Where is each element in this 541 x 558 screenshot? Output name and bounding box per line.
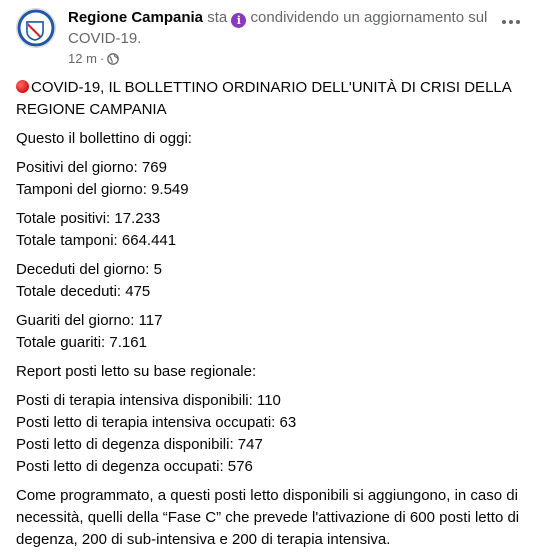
info-icon[interactable]: i [231,13,246,28]
post-meta [68,51,119,67]
daily-deaths-line: Deceduti del giorno: 5 [16,261,162,278]
intro-line: Questo il bollettino di oggi: [16,130,192,147]
post-title: COVID-19, IL BOLLETTINO ORDINARIO DELL'UNITÀ DI CRISI DELLA REGIONE CAMPANIA [16,79,511,118]
icu-available-line: Posti di terapia intensiva disponibili: 110 [16,392,281,409]
globe-icon[interactable] [107,53,119,65]
daily-positives-line: Positivi del giorno: 769 [16,159,167,176]
total-deaths-line: Totale deceduti: 475 [16,283,151,300]
daily-swabs-line: Tamponi del giorno: 9.549 [16,181,189,198]
more-options-icon[interactable] [499,14,523,30]
post-body [16,77,528,558]
regione-campania-logo [17,9,55,47]
post-header [68,7,488,49]
ward-available-line: Posti letto di degenza disponibili: 747 [16,436,263,453]
recovered-paragraph [16,310,528,354]
daily-stats-paragraph [16,157,528,201]
intro-paragraph [16,128,528,150]
status-prefix: sta [203,9,232,26]
post-title-paragraph [16,77,528,121]
meta-separator: · [99,51,105,66]
page-avatar[interactable] [16,8,56,48]
report-intro-line: Report posti letto su base regionale: [16,363,257,380]
page-name-link[interactable]: Regione Campania [68,9,204,26]
total-positives-line: Totale positivi: 17.233 [16,210,161,227]
daily-recovered-line: Guariti del giorno: 117 [16,312,163,329]
status-suffix: condividendo un aggiornamento sul COVID-19. [68,9,488,47]
report-intro-paragraph [16,361,528,383]
totals-paragraph [16,208,528,252]
closing-paragraph [16,485,528,551]
beds-paragraph [16,390,528,478]
timestamp-link[interactable]: 12 m [68,51,97,66]
total-swabs-line: Totale tamponi: 664.441 [16,232,177,249]
closing-text: Come programmato, a questi posti letto disponibili si aggiungono, in caso di necessità, quelli della “Fase C” che prevede l'attivazione di 600 posti letto di degenza, 200 di sub-intensiva e 200 di terapia intensiva. [16,487,520,548]
red-circle-icon [16,80,29,93]
total-recovered-line: Totale guariti: 7.161 [16,334,147,351]
icu-occupied-line: Posti letto di terapia intensiva occupati: 63 [16,414,297,431]
ward-occupied-line: Posti letto di degenza occupati: 576 [16,458,253,475]
deaths-paragraph [16,259,528,303]
